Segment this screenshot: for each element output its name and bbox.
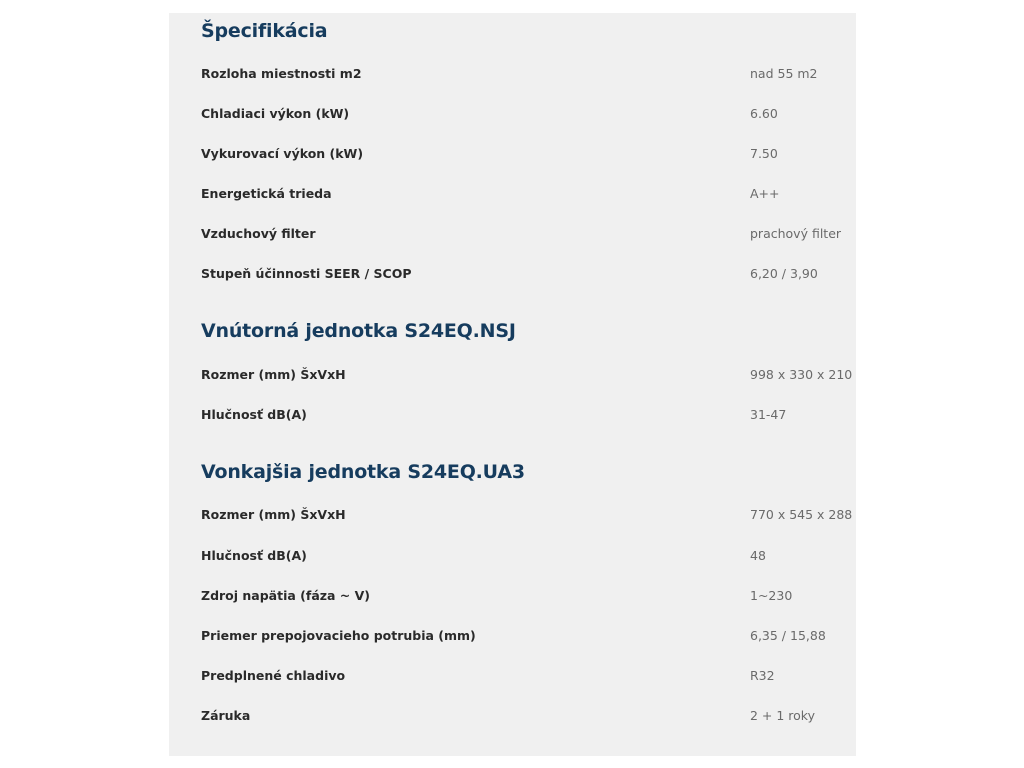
spec-row [201, 264, 856, 284]
spec-label: Predplnené chladivo [201, 668, 346, 683]
spec-value: 770 x 545 x 288 [750, 507, 853, 522]
spec-row [201, 64, 856, 84]
spec-label: Hlučnosť dB(A) [201, 548, 307, 563]
spec-value: 998 x 330 x 210 [750, 367, 853, 382]
spec-value: 6.60 [750, 106, 778, 121]
spec-row [201, 184, 856, 204]
spec-row [201, 546, 856, 566]
section-title-specifications: Špecifikácia [201, 20, 328, 42]
spec-row [201, 586, 856, 606]
spec-value: 2 + 1 roky [750, 708, 816, 723]
spec-row [201, 224, 856, 244]
section-title-indoor-unit: Vnútorná jednotka S24EQ.NSJ [201, 320, 516, 342]
spec-row [201, 666, 856, 686]
spec-label: Chladiaci výkon (kW) [201, 106, 350, 121]
spec-label: Vzduchový filter [201, 226, 316, 241]
spec-value: nad 55 m2 [750, 66, 818, 81]
spec-row [201, 104, 856, 124]
spec-label: Rozmer (mm) ŠxVxH [201, 367, 346, 382]
section-title-outdoor-unit: Vonkajšia jednotka S24EQ.UA3 [201, 461, 525, 483]
spec-label: Vykurovací výkon (kW) [201, 146, 364, 161]
spec-label: Hlučnosť dB(A) [201, 407, 307, 422]
spec-label: Energetická trieda [201, 186, 332, 201]
spec-row [201, 365, 856, 385]
spec-row [201, 626, 856, 646]
spec-value: 7.50 [750, 146, 778, 161]
spec-value: R32 [750, 668, 775, 683]
spec-label: Rozmer (mm) ŠxVxH [201, 507, 346, 522]
specifications-panel [169, 13, 856, 756]
spec-value: 31-47 [750, 407, 787, 422]
spec-label: Rozloha miestnosti m2 [201, 66, 362, 81]
spec-row [201, 505, 856, 525]
spec-value: 6,20 / 3,90 [750, 266, 818, 281]
spec-value: A++ [750, 186, 780, 201]
spec-label: Stupeň účinnosti SEER / SCOP [201, 266, 412, 281]
spec-value: prachový filter [750, 226, 842, 241]
spec-value: 6,35 / 15,88 [750, 628, 826, 643]
spec-label: Záruka [201, 708, 251, 723]
spec-label: Priemer prepojovacieho potrubia (mm) [201, 628, 476, 643]
spec-row [201, 405, 856, 425]
spec-row [201, 144, 856, 164]
spec-row [201, 706, 856, 726]
spec-label: Zdroj napätia (fáza ~ V) [201, 588, 371, 603]
spec-value: 1~230 [750, 588, 793, 603]
spec-value: 48 [750, 548, 766, 563]
